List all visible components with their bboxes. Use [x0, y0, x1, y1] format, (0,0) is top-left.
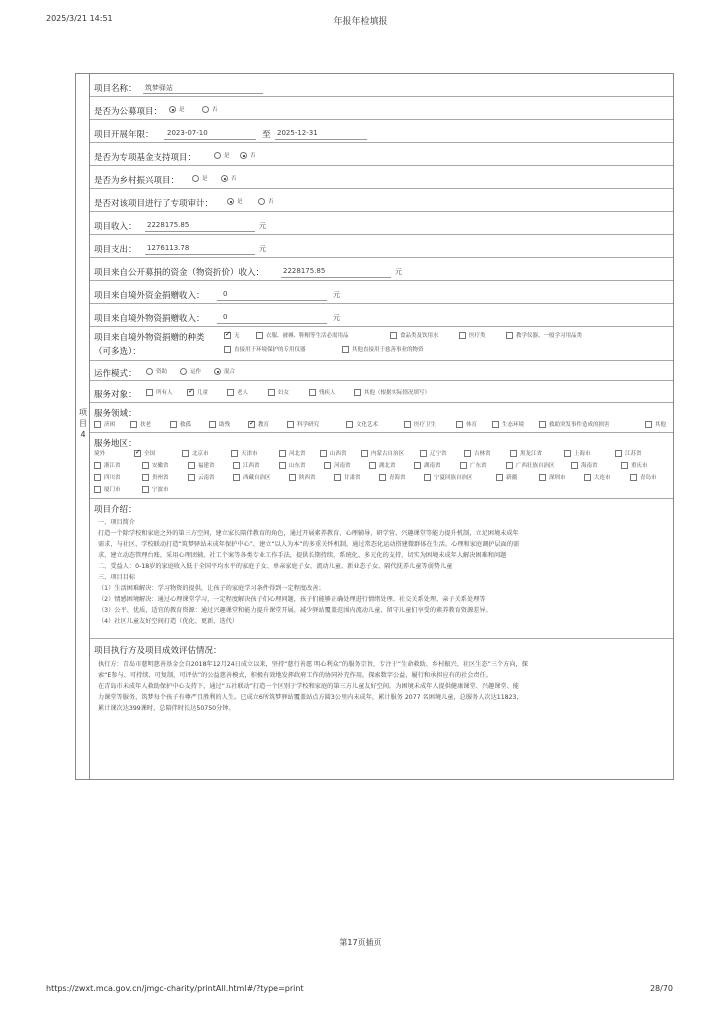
public-raised-unit: 元	[395, 268, 402, 276]
foreign-goods-unit: 元	[333, 314, 340, 322]
rural-no-option[interactable]: 否	[221, 175, 237, 183]
expense-value[interactable]: 1276113.78	[147, 244, 190, 252]
foreign-money-unit: 元	[333, 291, 340, 299]
region-option[interactable]: 吉林省	[464, 450, 491, 458]
region-option[interactable]: 江西省	[233, 462, 260, 470]
operation-run-option[interactable]: 运作	[180, 368, 201, 376]
period-start[interactable]: 2023-07-10	[167, 129, 208, 137]
region-option[interactable]: 河北省	[279, 450, 306, 458]
region-option[interactable]: 境外	[94, 451, 106, 457]
region-option[interactable]: 宁波市	[142, 486, 169, 494]
row-foreign-money	[90, 281, 673, 304]
row-expense	[90, 235, 673, 258]
public-yes-option[interactable]: 是	[169, 106, 185, 114]
row-foreign-goods	[90, 304, 673, 327]
region-option[interactable]: 云南省	[188, 474, 215, 482]
region-option[interactable]: 重庆市	[621, 462, 648, 470]
row-goods-type	[90, 327, 673, 361]
side-label: 项 目 4	[79, 408, 87, 439]
region-option[interactable]: 宁夏回族自治区	[424, 474, 473, 482]
goods-env-option[interactable]: 直接用于环境保护的专用仪器	[224, 346, 306, 354]
row-region	[90, 433, 673, 499]
region-option[interactable]: 福建省	[188, 462, 215, 470]
field-culture-option[interactable]: 文化艺术	[346, 421, 378, 429]
row-field	[90, 403, 673, 433]
footer-url: https://zwxt.mca.gov.cn/jmgc-charity/printAll.html#/?type=print	[46, 984, 304, 993]
intro-label: 项目介绍：	[94, 505, 137, 515]
region-option[interactable]: 厦门市	[94, 486, 121, 494]
special-fund-yes-option[interactable]: 是	[214, 152, 230, 160]
execution-text: 执行方：青岛市慈明慈善基金会自2018年12月24日成立以来，坚持“慈行善愿 明心利众”的服务宗旨，专注于“生命救助、乡村振兴、社区生态”三个方向，探 索“E参与、可持续、可复制、可评估”的公益慈善模式，积极有效地发挥政府工作的协同补充作用，探索数字公益，履行和承担应有的社会责任。 在青岛市未成年人救助保护中心支持下，通过“五社联动”打造一个区别于学校和家庭的第三方儿童友好空间。为困境未成年人提供健康课堂、兴趣课堂、能 力课堂等服务，筑梦每个孩子有尊严且胜利的人生。已成立6所筑梦驿站覆盖站点方圆3公里内未成年，累计服务 2077 名困境儿童，总服务人次达11823， 累计课次达399课时，总陪伴时长达50750分钟。	[98, 661, 528, 712]
region-option[interactable]: 安徽省	[142, 462, 169, 470]
region-label: 服务地区：	[94, 439, 137, 449]
region-option[interactable]: 黑龙江省	[510, 450, 542, 458]
row-income	[90, 212, 673, 235]
region-option[interactable]: 北京市	[182, 450, 209, 458]
target-children-option[interactable]: ✓ 儿童	[187, 389, 208, 397]
goods-food-option[interactable]: 食品类及饮用水	[390, 332, 439, 340]
field-ecology-option[interactable]: 生态环境	[492, 421, 524, 429]
income-label: 项目收入：	[94, 222, 137, 232]
region-option[interactable]: 西藏自治区	[233, 474, 271, 482]
rural-label: 是否为乡村振兴项目：	[94, 176, 180, 186]
region-option[interactable]: 湖南省	[414, 462, 441, 470]
region-option[interactable]: ✓ 全国	[134, 450, 155, 458]
row-audit	[90, 189, 673, 212]
row-intro	[90, 499, 673, 639]
foreign-money-label: 项目来自境外资金捐赠收入：	[94, 291, 205, 301]
region-option[interactable]: 辽宁省	[420, 450, 447, 458]
field-label: 服务领域：	[94, 409, 137, 419]
operation-mixed-option[interactable]: 混合	[214, 368, 235, 376]
region-option[interactable]: 青海省	[379, 474, 406, 482]
target-women-option[interactable]: 妇女	[268, 389, 289, 397]
project-name-label: 项目名称：	[94, 84, 137, 94]
project-form	[75, 73, 674, 780]
audit-yes-option[interactable]: 是	[227, 198, 243, 206]
public-raised-value[interactable]: 2228175.85	[283, 267, 326, 275]
row-public-fundraising	[90, 97, 673, 120]
row-target	[90, 381, 673, 403]
intro-text: 一、项目简介 打造一个除学校和家庭之外的第三方空间，建立家长陪伴教育的角色，通过开展素养教育、心理辅导、研学营、兴趣课堂等能力提升机制，立足困境未成年 需求，与社区、学校联动打造“筑梦驿站未成年保护中心”，建立“以人为本”的多重关怀机制，通过常态化运动搭建微群体在生活、心理和家庭调护层面的需 求，建立动态管理台账，采用心理团辅、社工个案等各类专业工作手法，提供长期持续、系统化、多元化的支持，切实为困境未成年人解决困难和问题 二、受益人：0-18岁的家庭收入低于全国平均水平的家庭子女、单亲家庭子女、流动儿童、新业态子女、隔代抚养儿童等弱势儿童 三、项目目标 （1）生活困难解决：学习物资的提供，让孩子的家庭学习条件得到一定程度改善； （2）情感困境解决：通过心理课堂学习，一定程度解决孩子们心理问题，孩子们能够正确处理进行情绪处理、社交关系处理、亲子关系处理等 （3）公平、优质、适宜的教育资源：通过兴趣课堂和能力提升课堂开展，减少驿站覆盖范围内流动儿童、留守儿童们享受的素养教育资源差异。 （4）社区儿童友好空间打造（优化、更新、迭代）	[98, 519, 520, 625]
region-option[interactable]: 广西壮族自治区	[506, 462, 555, 470]
special-fund-no-option[interactable]: 否	[240, 152, 256, 160]
target-elderly-option[interactable]: 老人	[227, 389, 248, 397]
field-orphan-option[interactable]: 救孤	[170, 421, 191, 429]
goods-other-option[interactable]: 其他直接用于慈善事业的物资	[342, 346, 424, 354]
region-option[interactable]: 青岛市	[630, 474, 657, 482]
row-special-fund	[90, 143, 673, 166]
region-option[interactable]: 陕西省	[289, 474, 316, 482]
page-title: 年报年检填报	[333, 17, 388, 27]
period-end[interactable]: 2025-12-31	[277, 129, 318, 137]
region-option[interactable]: 山东省	[279, 462, 306, 470]
field-poverty-option[interactable]: 济困	[94, 421, 115, 429]
target-label: 服务对象：	[94, 390, 137, 400]
target-disabled-option[interactable]: 残疾人	[309, 389, 336, 397]
region-option[interactable]: 河南省	[324, 462, 351, 470]
region-option[interactable]: 海南省	[571, 462, 598, 470]
region-option[interactable]: 江苏省	[615, 450, 642, 458]
region-option[interactable]: 浙江省	[94, 462, 121, 470]
rural-yes-option[interactable]: 是	[192, 175, 208, 183]
goods-type-label-2: （可多选）：	[94, 347, 141, 357]
region-option[interactable]: 内蒙古自治区	[361, 450, 404, 458]
audit-no-option[interactable]: 否	[258, 198, 274, 206]
footer-page-count: 28/70	[649, 984, 673, 993]
region-option[interactable]: 天津市	[231, 450, 258, 458]
field-education-option[interactable]: ✓ 教育	[248, 421, 269, 429]
row-public-raised	[90, 258, 673, 281]
region-option[interactable]: 深圳市	[539, 474, 566, 482]
goods-type-label: 项目来自境外物资捐赠的种类	[94, 333, 205, 343]
row-operation	[90, 361, 673, 381]
region-option[interactable]: 四川省	[94, 474, 121, 482]
row-period	[90, 120, 673, 143]
field-science-option[interactable]: 科学研究	[287, 421, 319, 429]
income-value[interactable]: 2228175.85	[147, 221, 190, 229]
foreign-money-value[interactable]: 0	[223, 290, 228, 298]
expense-label: 项目支出：	[94, 245, 137, 255]
goods-education-option[interactable]: 教学仪器、一般学习用品类	[506, 332, 582, 340]
region-option[interactable]: 新疆	[496, 474, 517, 482]
field-disability-option[interactable]: 助残	[209, 421, 230, 429]
field-emergency-option[interactable]: 救助突发事件造成的损害	[539, 421, 610, 429]
field-other-option[interactable]: 其他	[645, 421, 666, 429]
goods-none-option[interactable]: ✓无	[224, 332, 240, 340]
region-option[interactable]: 上海市	[564, 450, 591, 458]
row-rural	[90, 166, 673, 189]
region-option[interactable]: 广东省	[460, 462, 487, 470]
execution-label: 项目执行方及项目成效评估情况：	[94, 646, 222, 656]
period-label: 项目开展年限：	[94, 130, 154, 140]
goods-daily-option[interactable]: 衣服、被褥、鞋帽等生活必需用品	[256, 332, 349, 340]
expense-unit: 元	[259, 245, 266, 253]
region-option[interactable]: 甘肃省	[334, 474, 361, 482]
field-sports-option[interactable]: 体育	[456, 421, 477, 429]
field-elderly-option[interactable]: 扶老	[130, 421, 151, 429]
field-medical-option[interactable]: 医疗卫生	[404, 421, 436, 429]
project-name-value: 筑梦驿站	[145, 84, 173, 92]
row-project-name	[90, 74, 673, 97]
foreign-goods-value[interactable]: 0	[223, 313, 228, 321]
region-option[interactable]: 山西省	[320, 450, 347, 458]
region-option[interactable]: 贵州省	[142, 474, 169, 482]
public-no-option[interactable]: 否	[202, 106, 218, 114]
goods-medical-option[interactable]: 医疗类	[459, 332, 486, 340]
operation-label: 运作模式：	[94, 369, 137, 379]
public-fundraising-label: 是否为公募项目：	[94, 107, 163, 117]
operation-fund-option[interactable]: 资助	[146, 368, 167, 376]
region-option[interactable]: 大连市	[584, 474, 611, 482]
target-other-option[interactable]: 其他（根据实际情况填写）	[354, 389, 430, 397]
foreign-goods-label: 项目来自境外物资捐赠收入：	[94, 314, 205, 324]
public-raised-label: 项目来自公开募捐的资金（物资折价）收入：	[94, 268, 265, 278]
region-option[interactable]: 湖北省	[369, 462, 396, 470]
income-unit: 元	[259, 222, 266, 230]
row-execution	[90, 639, 673, 781]
special-fund-label: 是否为专项基金支持项目：	[94, 153, 197, 163]
target-all-option[interactable]: 所有人	[146, 389, 173, 397]
insert-page-label: 第17页插页	[339, 938, 382, 947]
audit-label: 是否对该项目进行了专项审计：	[94, 199, 214, 209]
period-to: 至	[262, 130, 271, 140]
print-datetime: 2025/3/21 14:51	[46, 14, 113, 23]
